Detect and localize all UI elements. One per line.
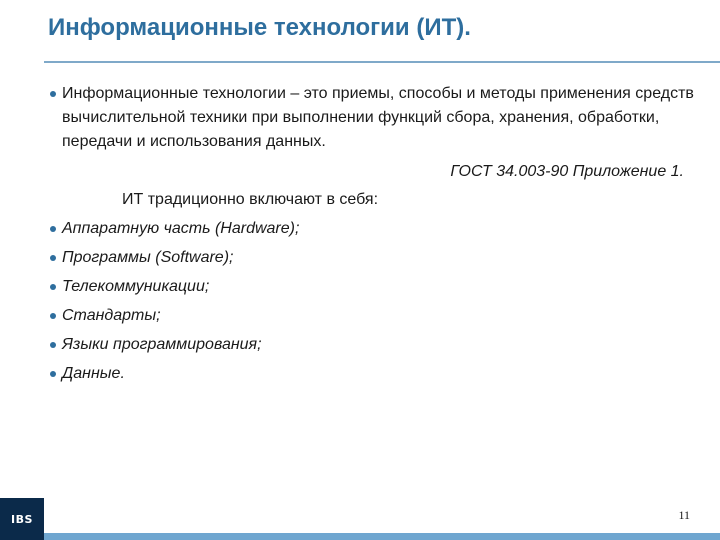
bullet-icon <box>50 371 56 377</box>
bullet-icon <box>50 284 56 290</box>
bullet-icon <box>50 313 56 319</box>
bullet-icon <box>50 342 56 348</box>
list-item-text: Данные. <box>62 365 125 382</box>
list-item-text: Стандарты; <box>62 307 161 324</box>
bottom-bar <box>44 533 720 540</box>
title-divider <box>44 61 720 63</box>
list-item-text: Языки программирования; <box>62 336 262 353</box>
list-item <box>48 304 708 328</box>
list-item <box>48 246 708 270</box>
page-number: 11 <box>678 508 690 522</box>
slide-title: Информационные технологии (ИТ). <box>48 14 471 41</box>
list-item-text: Телекоммуникации; <box>62 278 210 295</box>
list-item-text: Аппаратную часть (Hardware); <box>62 220 300 237</box>
list-item <box>48 333 708 357</box>
company-logo: IBS <box>0 498 44 540</box>
definition-text: Информационные технологии – это приемы, способы и методы применения средств вычислительной техники при выполнении функций сбора, хранения, обработки, передачи и использования данных. <box>62 85 694 150</box>
source-reference: ГОСТ 34.003-90 Приложение 1. <box>450 163 684 180</box>
intro-text: ИТ традиционно включают в себя: <box>122 191 379 208</box>
list-item <box>48 275 708 299</box>
bullet-icon <box>50 255 56 261</box>
bullet-icon <box>50 226 56 232</box>
definition-bullet <box>48 82 702 154</box>
list-item-text: Программы (Software); <box>62 249 234 266</box>
list-item <box>48 217 708 241</box>
bullet-icon <box>50 91 56 97</box>
slide-content <box>48 82 708 386</box>
list-item <box>48 362 708 386</box>
